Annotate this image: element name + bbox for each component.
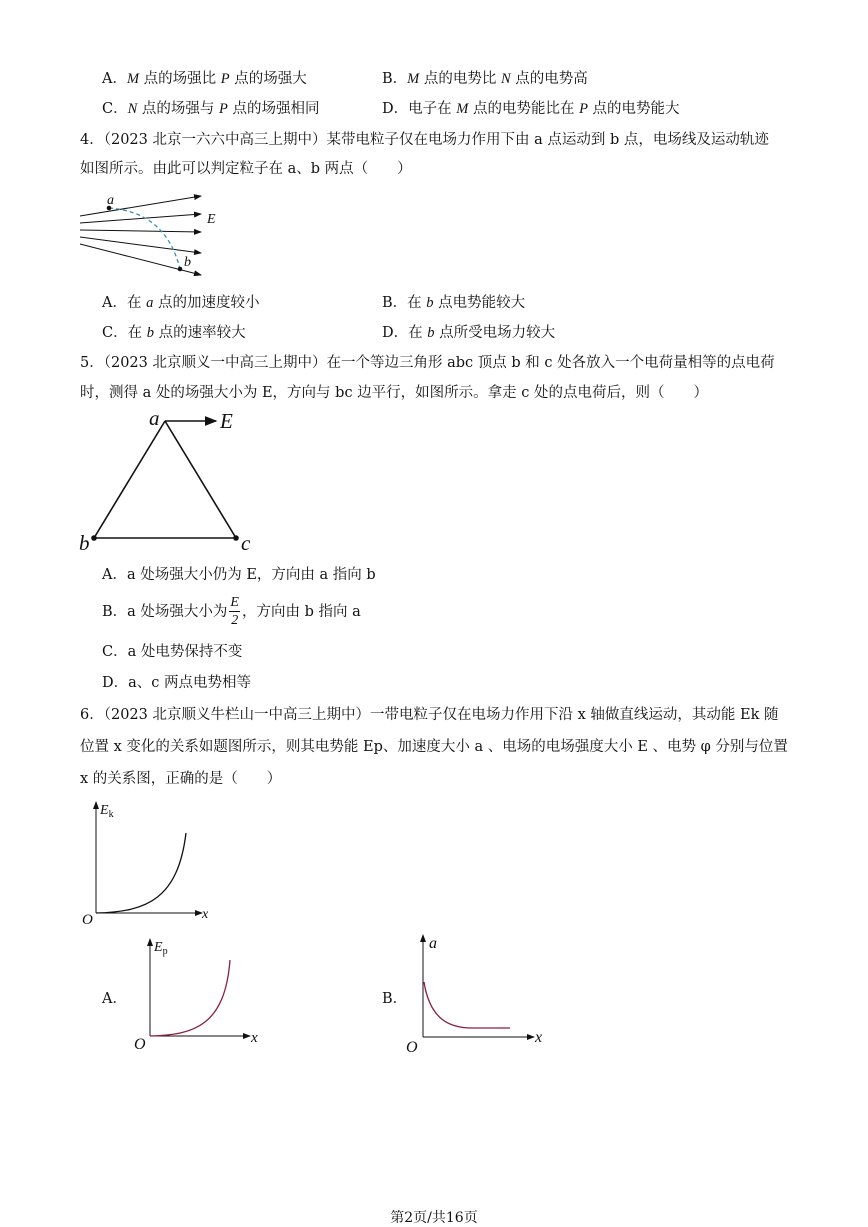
q6-stem-line3: x 的关系图，正确的是（ ） <box>80 771 282 787</box>
q5-option-b: B．a 处场强大小为 $\frac{E}{2}$ ，方向由 b 指向 a <box>102 595 361 628</box>
label-E: E <box>220 409 233 433</box>
label-c: c <box>241 531 251 555</box>
label-a: a <box>149 406 160 430</box>
charge-b <box>91 535 97 541</box>
field-line <box>80 214 201 223</box>
page-footer: 第2页/共16页 <box>390 1210 478 1226</box>
side-ab <box>94 421 165 538</box>
field-line <box>80 196 201 216</box>
ep-curve <box>150 960 230 1036</box>
label-b: b <box>79 531 90 555</box>
x-axis-label: x <box>202 907 209 922</box>
y-axis-label: $E_p$ <box>154 940 168 957</box>
q5-triangle-figure <box>74 405 274 560</box>
q6-option-a-graph <box>130 935 280 1060</box>
q6-ek-x-graph <box>78 798 228 928</box>
q4-option-d: D．在 b 点所受电场力较大 <box>382 325 556 341</box>
q6-stem-line1: 6．（2023 北京顺义牛栏山一中高三上期中）一带电粒子仅在电场力作用下沿 x 轴做直线运动，其动能 Ek 随 <box>80 707 779 723</box>
q4-option-b: B．在 b 点电势能较大 <box>382 295 526 311</box>
q4-stem-line2: 如图所示。由此可以判定粒子在 a、b 两点（ ） <box>80 161 412 177</box>
q6-option-b-graph <box>402 930 552 1055</box>
q6-stem-line2: 位置 x 变化的关系如题图所示，则其电势能 Ep、加速度大小 a 、电场的电场强度大小 E 、电势 φ 分别与位置 <box>80 739 788 755</box>
field-line <box>80 244 201 275</box>
x-axis-label: x <box>251 1030 258 1046</box>
label-a: a <box>107 193 114 208</box>
side-ac <box>165 421 236 538</box>
label-E: E <box>207 212 216 227</box>
q4-option-c: C．在 b 点的速率较大 <box>102 325 246 341</box>
trajectory-curve <box>109 208 180 269</box>
q6-option-a-label: A． <box>102 991 127 1007</box>
y-axis-label: $E_k$ <box>100 803 114 820</box>
x-axis-label: x <box>535 1029 543 1046</box>
q5-stem-line1: 5．（2023 北京顺义一中高三上期中）在一个等边三角形 abc 顶点 b 和 c 处各放入一个电荷量相等的点电荷 <box>80 355 775 371</box>
q6-option-b-label: B． <box>382 991 408 1007</box>
q5-option-c: C．a 处电势保持不变 <box>102 644 243 660</box>
label-b: b <box>184 255 191 270</box>
q3-option-a: A．M 点的场强比 P 点的场强大 <box>102 71 307 87</box>
fraction-E-over-2: $\frac{E}{2}$ <box>230 595 239 628</box>
q3-option-b: B．M 点的电势比 N 点的电势高 <box>382 71 588 87</box>
q4-stem-line1: 4．（2023 北京一六六中高三上期中）某带电粒子仅在电场力作用下由 a 点运动到 b 点，电场线及运动轨迹 <box>80 132 769 148</box>
y-axis-label: a <box>429 935 437 952</box>
q5-stem-line2: 时，测得 a 处的场强大小为 E，方向与 bc 边平行，如图所示。拿走 c 处的点电荷后，则（ ） <box>80 385 709 401</box>
point-b-dot <box>178 267 183 272</box>
q3-option-d: D．电子在 M 点的电势能比在 P 点的电势能大 <box>382 101 680 117</box>
a-curve <box>424 982 510 1028</box>
q3-option-c: C．N 点的场强与 P 点的场强相同 <box>102 101 320 117</box>
origin-label: O <box>406 1039 418 1055</box>
q5-option-d: D．a、c 两点电势相等 <box>102 675 251 691</box>
field-line <box>80 230 201 232</box>
origin-label: O <box>134 1036 146 1053</box>
q5-option-a: A．a 处场强大小仍为 E，方向由 a 指向 b <box>102 567 376 583</box>
charge-c <box>233 535 239 541</box>
ek-curve <box>96 833 186 913</box>
q4-field-figure <box>74 190 234 285</box>
q4-option-a: A．在 a 点的加速度较小 <box>102 295 260 311</box>
field-line <box>80 237 201 253</box>
origin-label: O <box>82 912 93 928</box>
